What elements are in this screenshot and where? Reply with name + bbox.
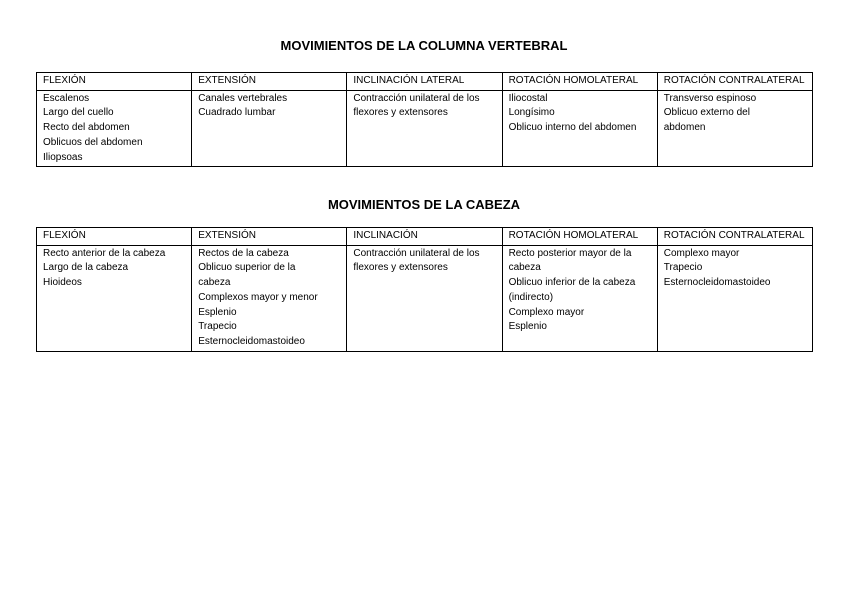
header-inclinacion: INCLINACIÓN <box>347 228 502 246</box>
table-cabeza <box>36 227 813 352</box>
muscle-item: cabeza <box>198 277 231 289</box>
muscle-item: Oblicuo interno del abdomen <box>508 122 637 134</box>
header-inclinacion-lateral: INCLINACIÓN LATERAL <box>347 73 502 91</box>
table-row <box>37 90 813 167</box>
muscle-item: Recto posterior mayor de la <box>508 247 632 259</box>
header-extension: EXTENSIÓN <box>192 73 347 91</box>
muscle-item: Contracción unilateral de los <box>353 92 480 104</box>
cell-flexion <box>37 90 192 167</box>
muscle-item: Escalenos <box>43 92 90 104</box>
header-flexion: FLEXIÓN <box>37 228 192 246</box>
muscle-item: Esternocleidomastoideo <box>198 335 305 347</box>
muscle-item: Oblicuo superior de la <box>198 262 296 274</box>
cell-rotacion-contralateral <box>657 245 812 351</box>
muscle-item: Rectos de la cabeza <box>198 247 289 259</box>
muscle-item: Largo de la cabeza <box>43 262 129 274</box>
muscle-item: Esplenio <box>198 306 237 318</box>
muscle-item: Recto anterior de la cabeza <box>43 247 166 259</box>
muscle-item: Trapecio <box>198 321 237 333</box>
cell-inclinacion-lateral <box>347 90 502 167</box>
section-title-columna: MOVIMIENTOS DE LA COLUMNA VERTEBRAL <box>280 38 568 53</box>
muscle-item: Recto del abdomen <box>43 122 130 134</box>
cell-extension <box>192 90 347 167</box>
muscle-item: Iliopsoas <box>43 151 83 163</box>
muscle-item: Oblicuos del abdomen <box>43 136 143 148</box>
table-header-row <box>37 228 813 246</box>
muscle-item: Complexo mayor <box>508 306 585 318</box>
cell-rotacion-homolateral <box>502 245 657 351</box>
muscle-item: Contracción unilateral de los <box>353 247 480 259</box>
header-flexion: FLEXIÓN <box>37 73 192 91</box>
table-header-row <box>37 73 813 91</box>
muscle-item: flexores y extensores <box>353 262 448 274</box>
muscle-item: Iliocostal <box>508 92 548 104</box>
muscle-item: Largo del cuello <box>43 107 114 119</box>
header-rotacion-contralateral: ROTACIÓN CONTRALATERAL <box>657 73 812 91</box>
cell-flexion <box>37 245 192 351</box>
muscle-item: Complexo mayor <box>663 247 740 259</box>
muscle-item: cabeza <box>508 262 541 274</box>
muscle-item: flexores y extensores <box>353 107 448 119</box>
muscle-item: Longísimo <box>508 107 555 119</box>
muscle-item: Esternocleidomastoideo <box>663 277 771 289</box>
header-rotacion-homolateral: ROTACIÓN HOMOLATERAL <box>502 73 657 91</box>
muscle-item: Cuadrado lumbar <box>198 107 276 119</box>
section-title-cabeza: MOVIMIENTOS DE LA CABEZA <box>327 197 521 212</box>
header-rotacion-contralateral: ROTACIÓN CONTRALATERAL <box>657 228 812 246</box>
muscle-item: Oblicuo inferior de la cabeza <box>508 277 636 289</box>
muscle-item: Complexos mayor y menor <box>198 291 318 303</box>
cell-extension <box>192 245 347 351</box>
muscle-item: Transverso espinoso <box>663 92 757 104</box>
header-rotacion-homolateral: ROTACIÓN HOMOLATERAL <box>502 228 657 246</box>
muscle-item: Canales vertebrales <box>198 92 288 104</box>
muscle-item: (indirecto) <box>508 291 554 303</box>
muscle-item: Hioideos <box>43 277 82 289</box>
muscle-item: abdomen <box>663 122 706 134</box>
muscle-item: Trapecio <box>663 262 703 274</box>
table-row <box>37 245 813 351</box>
header-extension: EXTENSIÓN <box>192 228 347 246</box>
cell-rotacion-contralateral <box>657 90 812 167</box>
muscle-item: Oblicuo externo del <box>663 107 750 119</box>
table-columna-vertebral <box>36 72 813 167</box>
cell-rotacion-homolateral <box>502 90 657 167</box>
muscle-item: Esplenio <box>508 321 547 333</box>
cell-inclinacion <box>347 245 502 351</box>
